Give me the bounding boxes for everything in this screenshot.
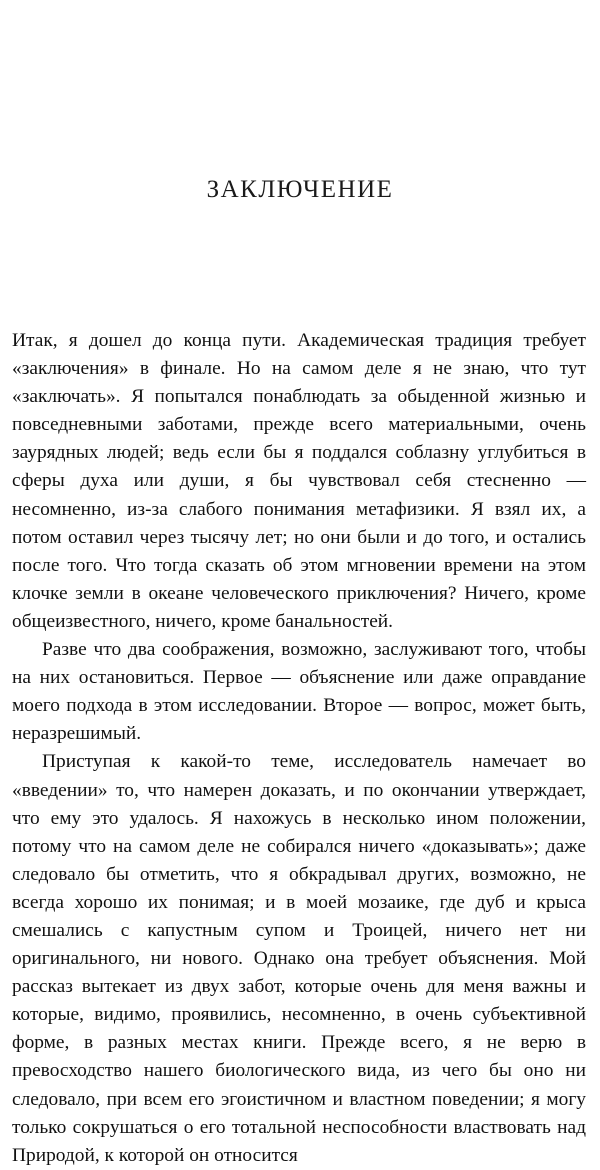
paragraph-2: Разве что два соображения, возможно, заслуживают того, чтобы на них остановиться. Первое — объяснение или даже оправдание моего подхода в этом исследовании. Второе — вопрос, может быть, неразрешимый. — [12, 639, 586, 745]
paragraph-1: Итак, я дошел до конца пути. Академическая традиция требует «заключения» в финале. Но на самом деле я не знаю, что тут «заключать». Я попытался понаблюдать за обыденной жизнью и повседневными заботами, прежде всего материальными, очень заурядных людей; ведь если бы я поддался соблазну углубиться в сферы духа или души, я бы чувствовал себя стесненно — несомненно, из-за слабого понимания метафизики. Я взял их, а потом оставил через тысячу лет; но они были и до того, и остались после того. Что тогда сказать об этом мгновении времени на этом клочке земли в океане человеческого приключения? Ничего, кроме общеизвестного, ничего, кроме банальностей. — [12, 330, 586, 632]
paragraph-3: Приступая к какой-то теме, исследователь намечает во «введении» то, что намерен доказать, и по окончании утверждает, что ему это удалось. Я нахожусь в несколько ином положении, потому что на самом деле не собирался ничего «доказывать»; даже следовало бы отметить, что я обкрадывал других, возможно, не всегда хорошо их понимая; и в моей мозаике, где дуб и крыса смешались с капустным супом и Троицей, ничего нет ни оригинального, ни нового. Однако она требует объяснения. Мой рассказ вытекает из двух забот, которые очень для меня важны и которые, видимо, проявились, несомненно, в очень субъективной форме, в разных местах книги. Прежде всего, я не верю в превосходство нашего биологического вида, из чего бы оно ни следовало, при всем его эгоистичном и властном поведении; я могу только сокрушаться о его тотальной неспособности властвовать над Природой, к которой он относится — [12, 751, 586, 1166]
body-text — [12, 327, 586, 1170]
chapter-title: ЗАКЛЮЧЕНИЕ — [206, 176, 394, 203]
